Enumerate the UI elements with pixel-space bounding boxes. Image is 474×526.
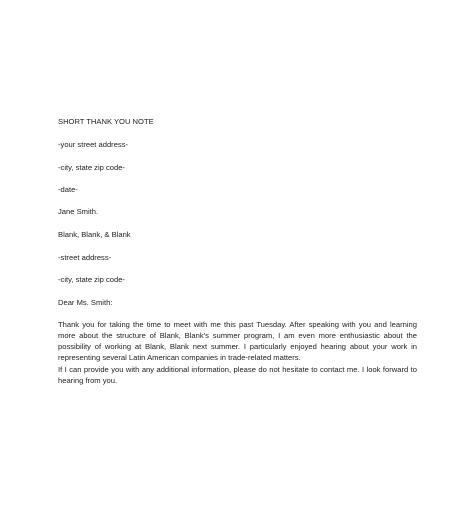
letter-title: SHORT THANK YOU NOTE [58,117,154,126]
sender-city-state-zip: -city, state zip code- [58,163,125,172]
body-paragraph: Thank you for taking the time to meet with me this past Tuesday. After speaking with you and learning more about the structure of Blank, Blank's summer program, I am even more enthusiastic about the possibility of working at Blank, Blank next summer. I particularly enjoyed hearing about your work in representing several Latin American companies in trade-related matters. [58,320,417,362]
sender-street-address: -your street address- [58,140,129,149]
recipient-city-state-zip: -city, state zip code- [58,275,125,284]
salutation: Dear Ms. Smith: [58,298,113,307]
recipient-company: Blank, Blank, & Blank [58,230,131,239]
letter-date: -date- [58,185,78,194]
recipient-name: Jane Smith. [58,207,99,216]
closing-paragraph: If I can provide you with any additional information, please do not hesitate to contact me. I look forward to hearing from you. [58,365,417,385]
recipient-street-address: -street address- [58,253,112,262]
